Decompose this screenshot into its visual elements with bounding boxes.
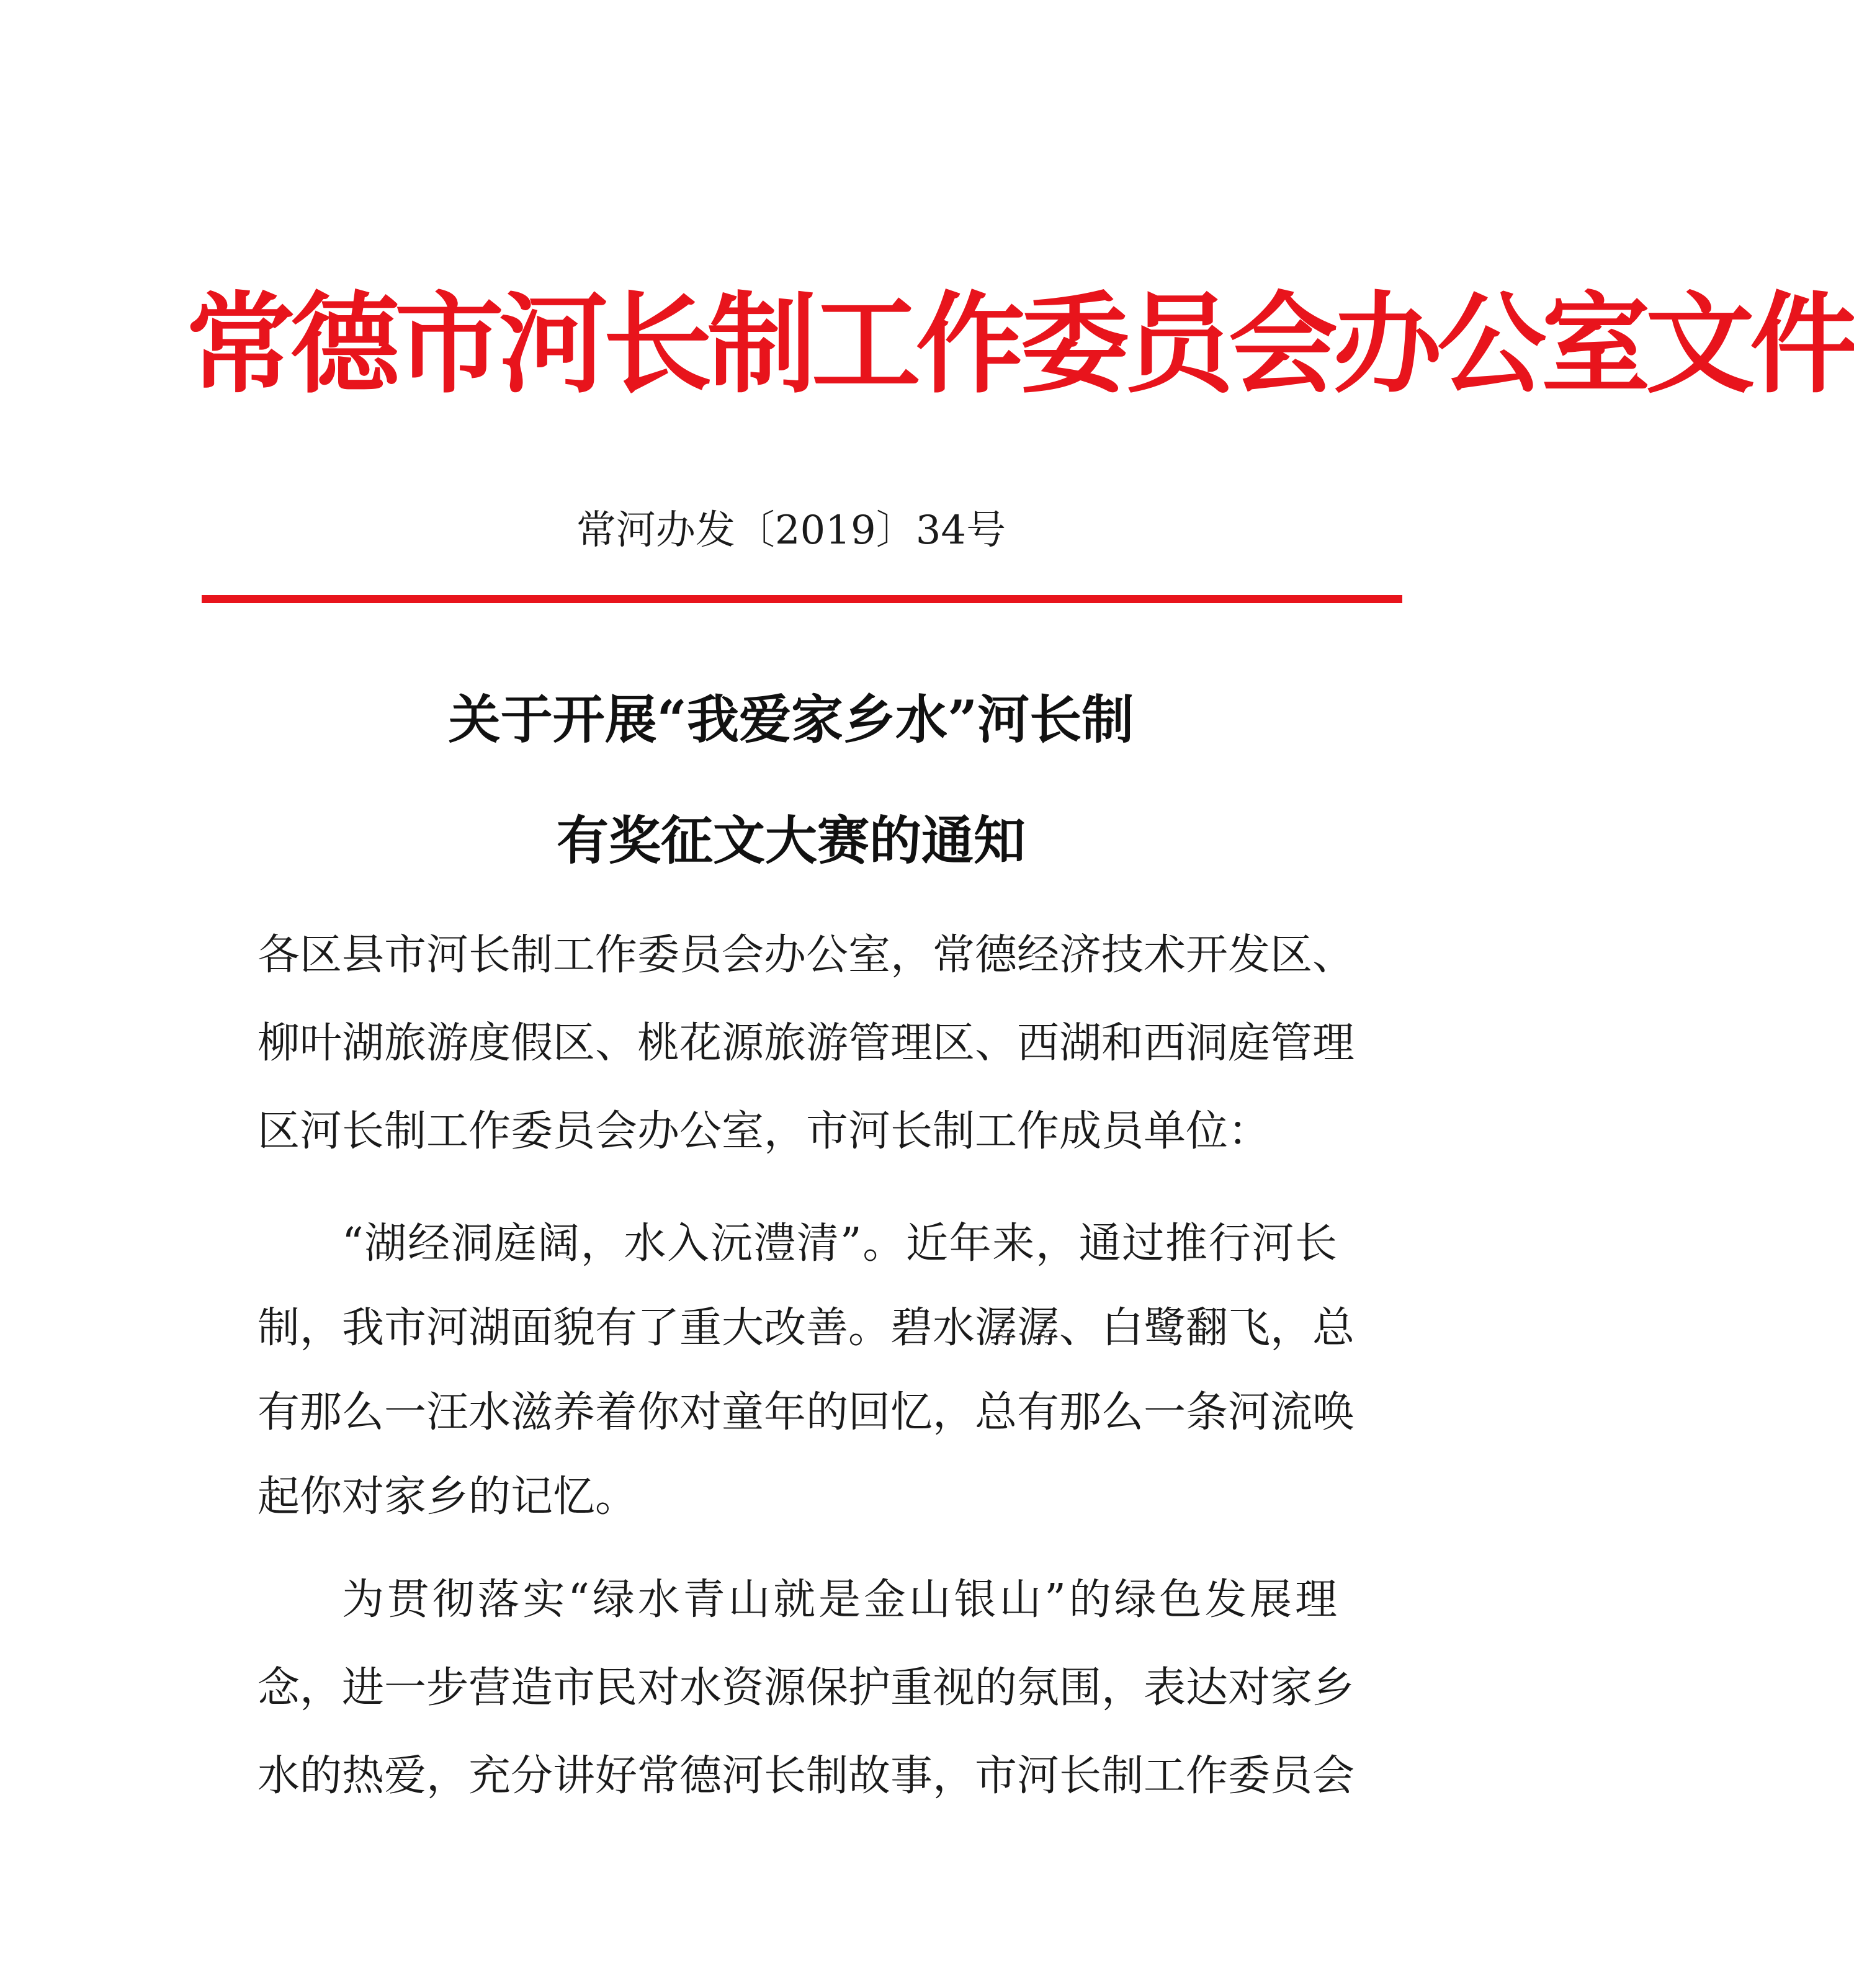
paragraph-2-line-3: 水的热爱，充分讲好常德河长制故事，市河长制工作委员会 <box>258 1752 1355 1801</box>
paragraph-2-line-1: 为贯彻落实“绿水青山就是金山银山”的绿色发展理 <box>342 1575 1337 1624</box>
addressee-line-1: 各区县市河长制工作委员会办公室，常德经济技术开发区、 <box>258 931 1355 980</box>
red-divider-line <box>202 595 1402 603</box>
paragraph-1-line-4: 起你对家乡的记忆。 <box>258 1472 638 1521</box>
paragraph-2-line-2: 念，进一步营造市民对水资源保护重视的氛围，表达对家乡 <box>258 1663 1355 1713</box>
paragraph-1-line-2: 制，我市河湖面貌有了重大改善。碧水潺潺、白鹭翻飞，总 <box>258 1304 1355 1353</box>
paragraph-1-line-3: 有那么一汪水滋养着你对童年的回忆，总有那么一条河流唤 <box>258 1388 1355 1437</box>
notice-title-line-2: 有奖征文大赛的通知 <box>556 810 1026 871</box>
addressee-line-3: 区河长制工作委员会办公室，市河长制工作成员单位： <box>258 1107 1271 1156</box>
notice-title-line-1: 关于开展“我爱家乡水”河长制 <box>448 689 1134 750</box>
issuer-header-title: 常德市河长制工作委员会办公室文件 <box>186 280 1854 408</box>
addressee-line-2: 柳叶湖旅游度假区、桃花源旅游管理区、西湖和西洞庭管理 <box>258 1019 1355 1068</box>
document-number: 常河办发〔2019〕34号 <box>576 508 1006 553</box>
paragraph-1-line-1: “湖经洞庭阔，水入沅澧清”。近年来，通过推行河长 <box>342 1219 1337 1268</box>
